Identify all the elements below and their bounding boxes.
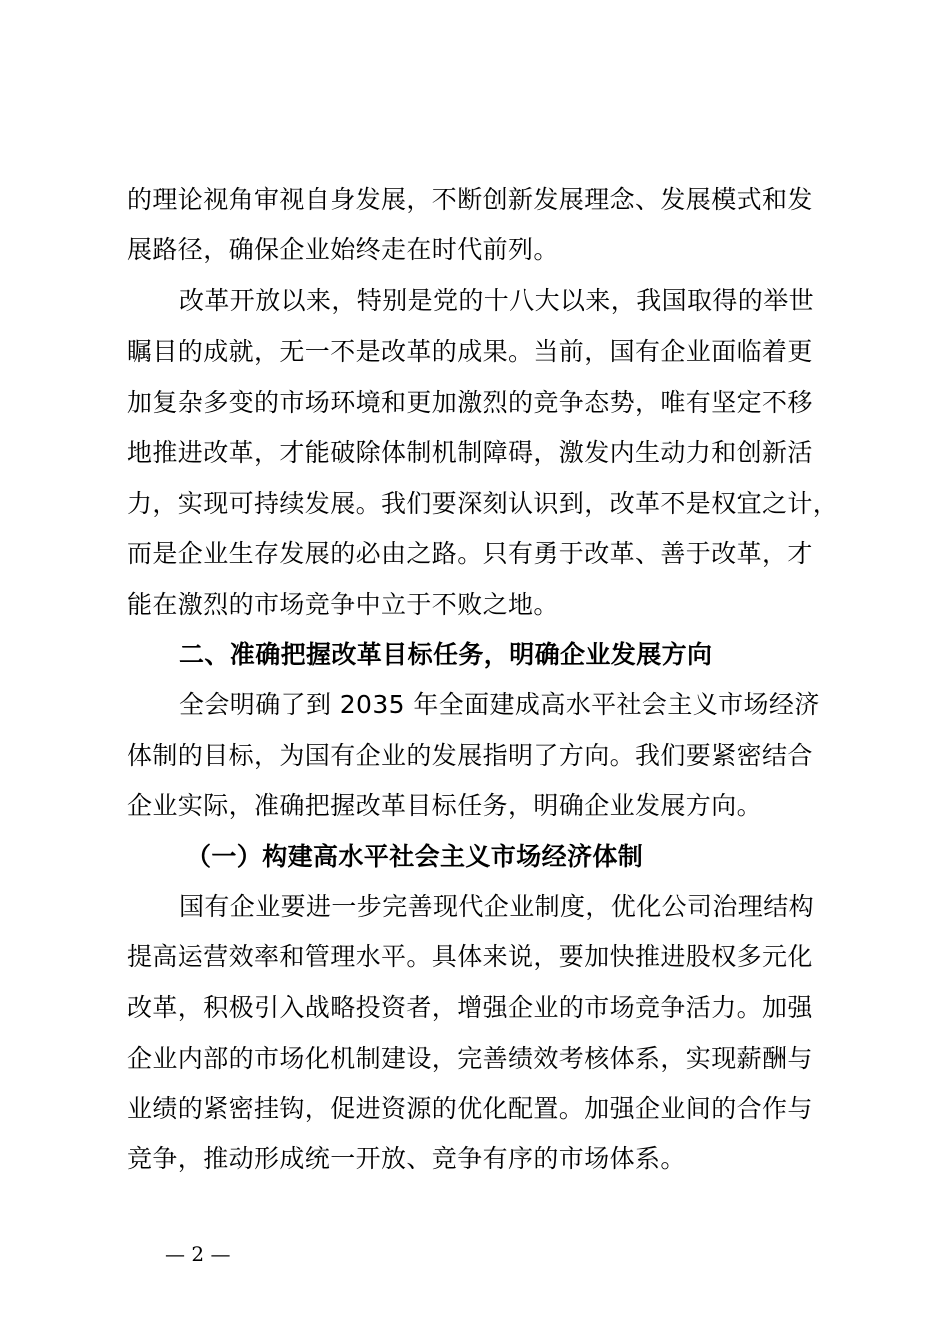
- paragraph-line: 全会明确了到 2035 年全面建成高水平社会主义市场经济: [179, 690, 820, 719]
- paragraph-line: 展路径，确保企业始终走在时代前列。: [127, 235, 559, 264]
- paragraph-line: 力，实现可持续发展。我们要深刻认识到，改革不是权宜之计，: [127, 489, 839, 518]
- paragraph-line: 竞争，推动形成统一开放、竞争有序的市场体系。: [127, 1144, 686, 1173]
- paragraph-line: 企业内部的市场化机制建设，完善绩效考核体系，实现薪酬与: [127, 1044, 813, 1073]
- paragraph-line: 国有企业要进一步完善现代企业制度，优化公司治理结构: [179, 892, 815, 921]
- paragraph-line: 提高运营效率和管理水平。具体来说，要加快推进股权多元化: [127, 942, 813, 971]
- subsection-heading: （一）构建高水平社会主义市场经济体制: [186, 842, 644, 871]
- page-number: — 2 —: [165, 1242, 231, 1266]
- paragraph-line: 体制的目标，为国有企业的发展指明了方向。我们要紧密结合: [127, 741, 813, 770]
- paragraph-line: 加复杂多变的市场环境和更加激烈的竞争态势，唯有坚定不移: [127, 388, 813, 417]
- section-heading: 二、准确把握改革目标任务，明确企业发展方向: [179, 640, 713, 669]
- paragraph-line: 而是企业生存发展的必由之路。只有勇于改革、善于改革，才: [127, 539, 813, 568]
- paragraph-line: 改革开放以来，特别是党的十八大以来，我国取得的举世: [179, 286, 815, 315]
- paragraph-line: 的理论视角审视自身发展，不断创新发展理念、发展模式和发: [127, 185, 813, 214]
- paragraph-line: 瞩目的成就，无一不是改革的成果。当前，国有企业面临着更: [127, 337, 813, 366]
- paragraph-line: 业绩的紧密挂钩，促进资源的优化配置。加强企业间的合作与: [127, 1094, 813, 1123]
- paragraph-line: 地推进改革，才能破除体制机制障碍，激发内生动力和创新活: [127, 438, 813, 467]
- paragraph-line: 企业实际，准确把握改革目标任务，明确企业发展方向。: [127, 791, 763, 820]
- paragraph-line: 改革，积极引入战略投资者，增强企业的市场竞争活力。加强: [127, 993, 813, 1022]
- paragraph-line: 能在激烈的市场竞争中立于不败之地。: [127, 590, 559, 619]
